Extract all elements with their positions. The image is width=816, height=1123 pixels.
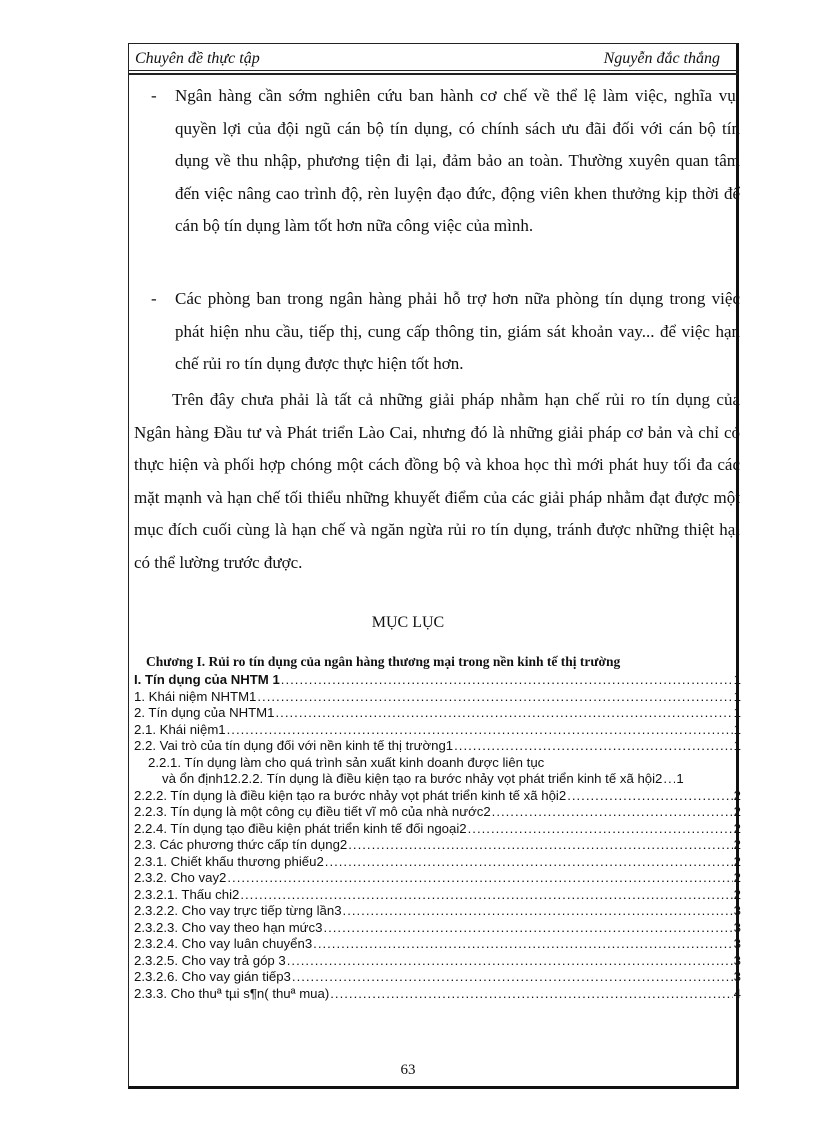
header-right: Nguyễn đắc thắng	[603, 50, 720, 67]
toc-entry[interactable]: 2.3.2.1. Thấu chi2 ..... 2	[134, 887, 741, 904]
toc-entry[interactable]: 1. Khái niệm NHTM1 ..... 1	[134, 689, 741, 706]
header-rule-thick	[128, 73, 738, 75]
toc-entry[interactable]: 2.3.1. Chiết khấu thương phiếu2 ..... 2	[134, 854, 741, 871]
bullet-marker: -	[151, 289, 157, 308]
toc-entry[interactable]: 2.2.4. Tín dụng tạo điều kiện phát triển kinh tế đối ngoại2 ..... 2	[134, 821, 741, 838]
toc-entry[interactable]: 2.1. Khái niệm1 ..... 1	[134, 722, 741, 739]
toc-entry[interactable]: 2.2.2. Tín dụng là điều kiện tạo ra bước nhảy vọt phát triển kinh tế xã hội2 ..... 2	[134, 788, 741, 805]
toc-entry[interactable]: 2.3.2.4. Cho vay luân chuyển3 ..... 3	[134, 936, 741, 953]
header-left: Chuyên đề thực tập	[135, 50, 260, 67]
toc-entry[interactable]: 2. Tín dụng của NHTM1 ..... 1	[134, 705, 741, 722]
toc-entry[interactable]: 2.3.2. Cho vay2 ..... 2	[134, 870, 741, 887]
bullet-text: Ngân hàng cần sớm nghiên cứu ban hành cơ chế về thể lệ làm việc, nghĩa vụ, quyền lợi của đội ngũ cán bộ tín dụng, có chính sách ưu đãi đối với cán bộ tín dụng về thu nhập, phương tiện đi lại, đảm bảo an toàn. Thường xuyên quan tâm đến việc nâng cao trình độ, rèn luyện đạo đức, động viên khen thưởng kịp thời để cán bộ tín dụng làm tốt hơn nữa công việc của mình.	[175, 86, 740, 235]
toc-entry[interactable]: I. Tín dụng của NHTM 1 ..... 1	[134, 672, 741, 689]
toc-entry[interactable]: 2.3.2.2. Cho vay trực tiếp từng lần3 ..... 3	[134, 903, 741, 920]
toc-entry[interactable]: 2.3.2.5. Cho vay trả góp 3 ..... 3	[134, 953, 741, 970]
page-number: 63	[400, 1062, 416, 1078]
bullet-text: Các phòng ban trong ngân hàng phải hỗ trợ hơn nữa phòng tín dụng trong việc phát hiện nhu cầu, tiếp thị, cung cấp thông tin, giám sát khoản vay... để việc hạn chế rủi ro tín dụng được thực hiện tốt hơn.	[175, 289, 740, 373]
toc-entry[interactable]: 2.2.3. Tín dụng là một công cụ điều tiết vĩ mô của nhà nước2 ..... 2	[134, 804, 741, 821]
toc-chapter-heading: Chương I. Rủi ro tín dụng của ngân hàng thương mại trong nền kinh tế thị trường	[146, 654, 621, 669]
header-rule	[128, 70, 738, 71]
toc-entry[interactable]: 2.2. Vai trò của tín dụng đối với nền kinh tế thị trường1 ..... 1	[134, 738, 741, 755]
table-of-contents	[134, 672, 741, 1002]
toc-entry[interactable]: 2.3.2.6. Cho vay gián tiếp3 ..... 3	[134, 969, 741, 986]
body-paragraph: Trên đây chưa phải là tất cả những giải pháp nhằm hạn chế rủi ro tín dụng của Ngân hàng Đầu tư và Phát triển Lào Cai, nhưng đó là những giải pháp cơ bản và chỉ có thực hiện và phối hợp chóng một cách đồng bộ và khoa học thì mới phát huy tối đa các mặt mạnh và hạn chế tối thiểu những khuyết điểm của các giải pháp nhằm đạt được một mục đích cuối cùng là hạn chế và ngăn ngừa rủi ro tín dụng, tránh được những thiệt hại có thể lường trước được.	[134, 390, 740, 572]
toc-entry[interactable]: 2.3.2.3. Cho vay theo hạn mức3 ..... 3	[134, 920, 741, 937]
toc-entry[interactable]: 2.3.3. Cho thuª tµi s¶n( thuª mua) ..... 4	[134, 986, 741, 1003]
toc-title: MỤC LỤC	[371, 614, 445, 631]
toc-entry[interactable]: 2.3. Các phương thức cấp tín dụng2 ..... 2	[134, 837, 741, 854]
toc-entry[interactable]: 2.2.1. Tín dụng làm cho quá trình sản xuất kinh doanh được liên tục và ổn định12.2.2. Tín dụng là điều kiện tạo ra bước nhảy vọt phát triển kinh tế xã hội2 ..... 1	[134, 755, 741, 788]
bullet-marker: -	[151, 86, 157, 105]
